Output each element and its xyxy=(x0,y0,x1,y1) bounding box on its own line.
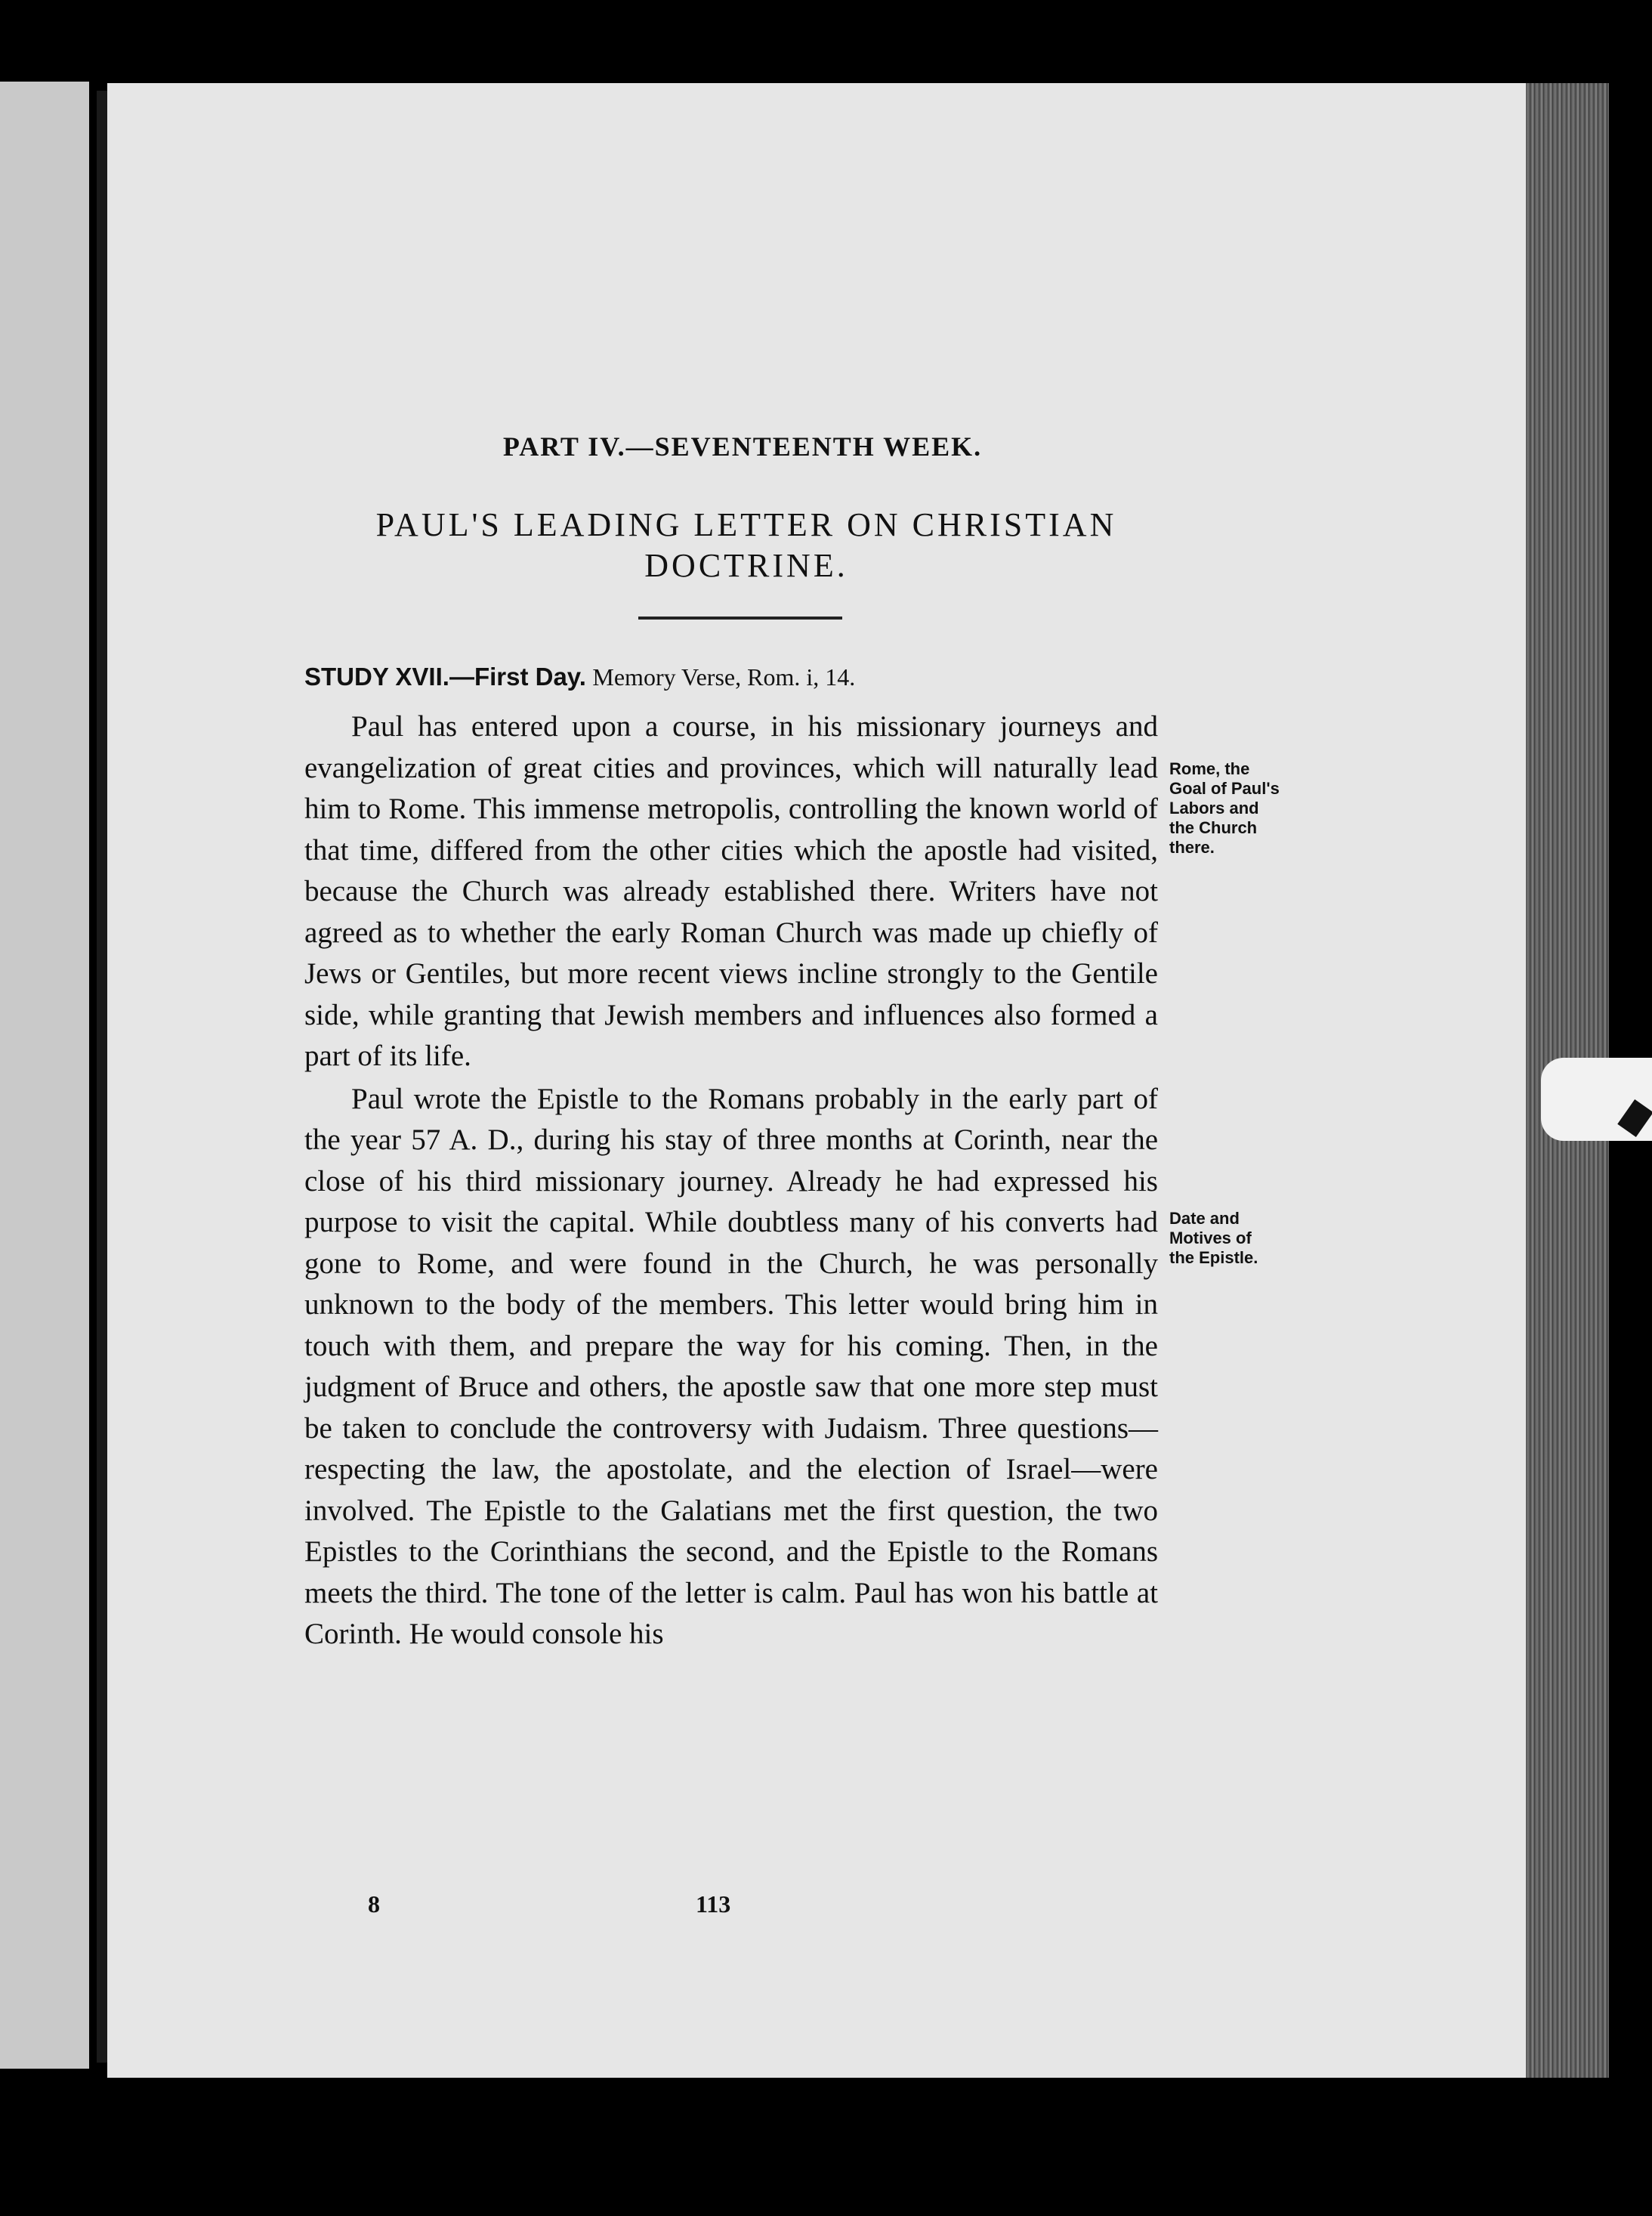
sidenote-rome xyxy=(1169,759,1351,858)
paragraph-2: Paul wrote the Epistle to the Romans probably in the early part of the year 57 A. D., during his stay of three months at Corinth, near the close of his third missionary journey. Already he had expressed his purpose to visit the capital. While doubtless many of his converts had gone to Rome, and were found in the Church, he was personally unknown to the body of the members. This letter would bring him in touch with them, and prepare the way for his coming. Then, in the judgment of Bruce and others, the apostle saw that one more step must be taken to conclude the controversy with Judaism. Three questions—respecting the law, the apostolate, and the election of Israel—were involved. The Epistle to the Galatians met the first question, the two Epistles to the Corinthians the second, and the Epistle to the Romans meets the third. The tone of the letter is calm. Paul has won his battle at Corinth. He would console his xyxy=(304,1082,1158,1650)
sidenote-line: Date and xyxy=(1169,1209,1240,1228)
page-number: 113 xyxy=(696,1890,731,1918)
title-divider xyxy=(638,617,842,620)
chapter-title-line-1: PAUL'S LEADING LETTER ON CHRISTIAN xyxy=(375,506,1117,543)
part-heading: PART IV.—SEVENTEENTH WEEK. xyxy=(502,431,983,462)
study-label: STUDY XVII.—First Day. xyxy=(304,663,586,691)
sidenote-line: Motives of xyxy=(1169,1229,1252,1247)
memory-verse: Memory Verse, Rom. i, 14. xyxy=(592,663,856,691)
sidenote-line: the Epistle. xyxy=(1169,1248,1258,1267)
chapter-title-line-2: DOCTRINE. xyxy=(644,547,848,584)
paragraph-1: Paul has entered upon a course, in his missionary journeys and evangelization of great cities and provinces, which will naturally lead him to Rome. This immense metropolis, controlling the known world of that time, differed from the other cities which the apostle had visited, because the Church was already established there. Writers have not agreed as to whether the early Roman Church was made up chiefly of Jews or Gentiles, but more recent views incline strongly to the Gentile side, while granting that Jewish members and influences also formed a part of its life. xyxy=(304,710,1158,1072)
sidenote-line: Goal of Paul's xyxy=(1169,779,1280,798)
sidenote-date xyxy=(1169,1209,1351,1268)
study-heading xyxy=(304,657,1158,697)
facing-page-edge xyxy=(0,82,89,2069)
sidenote-line: the Church xyxy=(1169,818,1258,837)
sidenote-line: Labors and xyxy=(1169,799,1259,817)
chapter-title xyxy=(335,505,1158,586)
signature-mark: 8 xyxy=(368,1890,380,1918)
sidenote-line: there. xyxy=(1169,838,1215,857)
page-gutter xyxy=(97,91,107,2063)
page-content xyxy=(304,431,1158,1655)
sidenote-line: Rome, the xyxy=(1169,759,1250,778)
